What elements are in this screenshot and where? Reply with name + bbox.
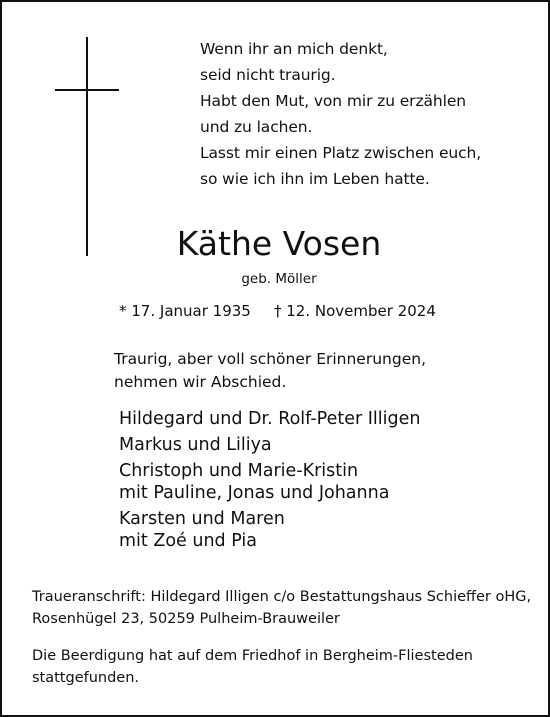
death-date: † 12. November 2024 [274, 302, 436, 320]
cross-icon-horizontal-bar [55, 89, 119, 91]
poem-line: Habt den Mut, von mir zu erzählen [200, 92, 466, 110]
intro-line: nehmen wir Abschied. [114, 373, 287, 391]
mourner-line: Markus und Liliya [119, 435, 272, 455]
mourners-list [119, 408, 420, 556]
funeral-line: stattgefunden. [32, 670, 140, 686]
mourning-address [32, 586, 531, 630]
poem-line: und zu lachen. [200, 118, 313, 136]
farewell-intro [114, 348, 426, 394]
mourner-entry [119, 408, 420, 430]
deceased-name: Käthe Vosen [176, 224, 382, 263]
funeral-line: Die Beerdigung hat auf dem Friedhof in Bergheim-Fliesteden [32, 648, 473, 664]
maiden-name: geb. Möller [241, 271, 317, 287]
poem-line: Wenn ihr an mich denkt, [200, 40, 388, 58]
mourner-line: mit Zoé und Pia [119, 531, 257, 551]
poem [200, 36, 481, 192]
poem-line: so wie ich ihn im Leben hatte. [200, 170, 430, 188]
mourner-line: Christoph und Marie-Kristin [119, 461, 359, 481]
mourner-entry [119, 508, 420, 552]
poem-line: Lasst mir einen Platz zwischen euch, [200, 144, 482, 162]
poem-line: seid nicht traurig. [200, 66, 336, 84]
intro-line: Traurig, aber voll schöner Erinnerungen, [114, 350, 426, 368]
mourner-entry [119, 460, 420, 504]
address-line: Traueranschrift: Hildegard Illigen c/o Bestattungshaus Schieffer oHG, [32, 589, 532, 605]
birth-date: * 17. Januar 1935 [119, 302, 251, 320]
mourner-entry [119, 434, 420, 456]
address-line: Rosenhügel 23, 50259 Pulheim-Brauweiler [32, 611, 340, 627]
mourner-line: Karsten und Maren [119, 509, 285, 529]
mourner-line: mit Pauline, Jonas und Johanna [119, 483, 390, 503]
mourner-line: Hildegard und Dr. Rolf-Peter Illigen [119, 409, 421, 429]
funeral-note [32, 645, 473, 689]
